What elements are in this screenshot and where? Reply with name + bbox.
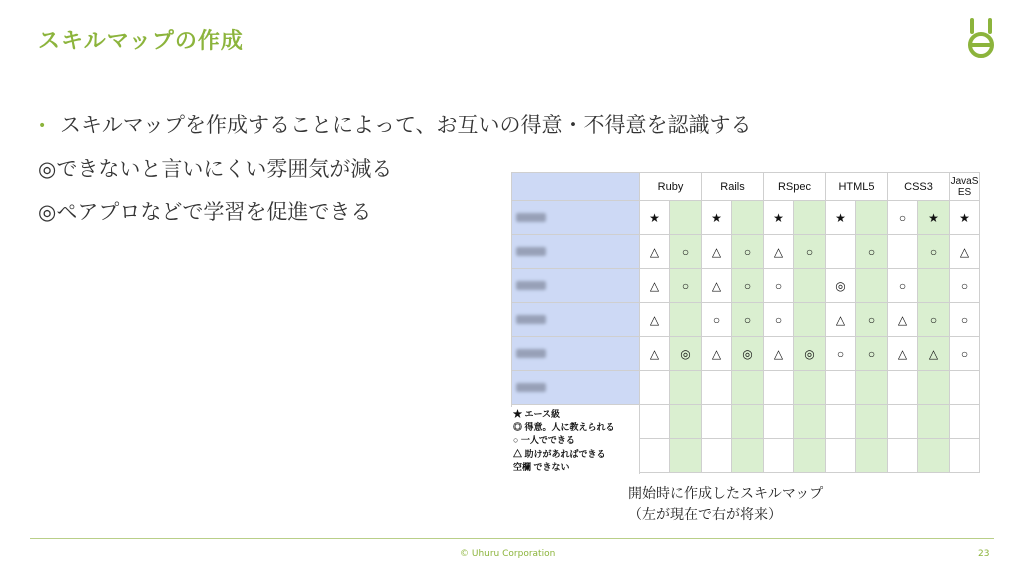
- current-skill-cell: ★: [640, 201, 670, 235]
- empty-cell: [732, 439, 764, 473]
- future-skill-cell: ○: [856, 337, 888, 371]
- empty-cell: [888, 405, 918, 439]
- future-skill-cell: [794, 371, 826, 405]
- header-rspec: RSpec: [764, 173, 826, 201]
- empty-cell: [732, 405, 764, 439]
- future-skill-cell: [670, 201, 702, 235]
- future-skill-cell: △: [918, 337, 950, 371]
- figure-caption: [628, 484, 823, 526]
- current-skill-cell: [888, 371, 918, 405]
- current-skill-cell: △: [702, 269, 732, 303]
- member-name-cell: [512, 371, 640, 405]
- legend-item: ◎ 得意。人に教えられる: [513, 422, 615, 433]
- bullet-marker: •: [38, 117, 47, 134]
- current-skill-cell: △: [826, 303, 856, 337]
- legend: [513, 408, 615, 474]
- legend-item: △ 助けがあればできる: [513, 448, 606, 459]
- current-skill-cell: △: [764, 235, 794, 269]
- future-skill-cell: [856, 269, 888, 303]
- future-skill-cell: ○: [918, 235, 950, 269]
- footer-divider: [30, 538, 994, 539]
- future-skill-cell: ○: [732, 303, 764, 337]
- table-row: [512, 201, 980, 235]
- slide-title: スキルマップの作成: [38, 29, 244, 54]
- current-skill-cell: ★: [950, 201, 980, 235]
- header-html5: HTML5: [826, 173, 888, 201]
- empty-cell: [794, 405, 826, 439]
- bullet-item: [38, 104, 752, 148]
- blurred-name: [516, 213, 546, 222]
- future-skill-cell: [670, 303, 702, 337]
- current-skill-cell: ○: [888, 269, 918, 303]
- table-header-row: [512, 173, 980, 201]
- future-skill-cell: ○: [856, 235, 888, 269]
- member-name-cell: [512, 235, 640, 269]
- current-skill-cell: △: [640, 269, 670, 303]
- future-skill-cell: ○: [670, 269, 702, 303]
- current-skill-cell: ○: [826, 337, 856, 371]
- blurred-name: [516, 281, 546, 290]
- future-skill-cell: ○: [732, 269, 764, 303]
- blurred-name: [516, 247, 546, 256]
- future-skill-cell: ◎: [794, 337, 826, 371]
- empty-cell: [670, 439, 702, 473]
- future-skill-cell: ○: [856, 303, 888, 337]
- empty-cell: [826, 405, 856, 439]
- member-name-cell: [512, 201, 640, 235]
- current-skill-cell: ★: [702, 201, 732, 235]
- bullet-text: ◎できないと言いにくい雰囲気が減る: [38, 156, 393, 181]
- blurred-name: [516, 383, 546, 392]
- future-skill-cell: [856, 201, 888, 235]
- future-skill-cell: ○: [918, 303, 950, 337]
- future-skill-cell: [794, 269, 826, 303]
- empty-cell: [888, 439, 918, 473]
- future-skill-cell: ◎: [670, 337, 702, 371]
- current-skill-cell: △: [702, 235, 732, 269]
- current-skill-cell: [702, 371, 732, 405]
- header-name-cell: [512, 173, 640, 201]
- current-skill-cell: △: [702, 337, 732, 371]
- future-skill-cell: [670, 371, 702, 405]
- blurred-name: [516, 349, 546, 358]
- empty-cell: [640, 439, 670, 473]
- header-css3: CSS3: [888, 173, 950, 201]
- caption-line: （左が現在で右が将来）: [628, 507, 782, 523]
- current-skill-cell: △: [950, 235, 980, 269]
- member-name-cell: [512, 303, 640, 337]
- current-skill-cell: ○: [764, 269, 794, 303]
- empty-cell: [856, 405, 888, 439]
- blurred-name: [516, 315, 546, 324]
- future-skill-cell: [732, 201, 764, 235]
- current-skill-cell: △: [888, 337, 918, 371]
- legend-item: ★ エース級: [513, 409, 561, 419]
- empty-cell: [702, 405, 732, 439]
- copyright: © Uhuru Corporation: [460, 549, 556, 559]
- empty-cell: [918, 439, 950, 473]
- current-skill-cell: ○: [888, 201, 918, 235]
- future-skill-cell: [856, 371, 888, 405]
- table-row: [512, 235, 980, 269]
- current-skill-cell: [826, 235, 856, 269]
- current-skill-cell: ◎: [826, 269, 856, 303]
- header-rails: Rails: [702, 173, 764, 201]
- member-name-cell: [512, 269, 640, 303]
- current-skill-cell: [950, 371, 980, 405]
- header-ruby: Ruby: [640, 173, 702, 201]
- current-skill-cell: △: [764, 337, 794, 371]
- bullet-text: ◎ペアプロなどで学習を促進できる: [38, 199, 372, 224]
- empty-cell: [764, 405, 794, 439]
- current-skill-cell: ★: [764, 201, 794, 235]
- current-skill-cell: ★: [826, 201, 856, 235]
- empty-cell: [670, 405, 702, 439]
- empty-cell: [950, 405, 980, 439]
- future-skill-cell: [732, 371, 764, 405]
- header-javascript: JavaS ES: [950, 173, 980, 201]
- page-number: 23: [978, 549, 990, 559]
- current-skill-cell: ○: [950, 337, 980, 371]
- table-row: [512, 337, 980, 371]
- future-skill-cell: ○: [670, 235, 702, 269]
- empty-cell: [918, 405, 950, 439]
- current-skill-cell: △: [640, 235, 670, 269]
- current-skill-cell: △: [640, 337, 670, 371]
- legend-item: ○ 一人でできる: [513, 435, 575, 446]
- bullet-text: スキルマップを作成することによって、お互いの得意・不得意を認識する: [60, 113, 752, 137]
- current-skill-cell: △: [888, 303, 918, 337]
- caption-line: 開始時に作成したスキルマップ: [628, 486, 824, 502]
- table-row: [512, 371, 980, 405]
- empty-cell: [702, 439, 732, 473]
- empty-cell: [950, 439, 980, 473]
- current-skill-cell: ○: [702, 303, 732, 337]
- uhuru-logo-icon: [966, 18, 996, 58]
- current-skill-cell: ○: [950, 303, 980, 337]
- member-name-cell: [512, 337, 640, 371]
- table-row: [512, 269, 980, 303]
- empty-cell: [794, 439, 826, 473]
- future-skill-cell: [794, 201, 826, 235]
- current-skill-cell: [826, 371, 856, 405]
- future-skill-cell: ★: [918, 201, 950, 235]
- future-skill-cell: ◎: [732, 337, 764, 371]
- future-skill-cell: [794, 303, 826, 337]
- empty-cell: [826, 439, 856, 473]
- current-skill-cell: ○: [764, 303, 794, 337]
- empty-cell: [640, 405, 670, 439]
- skill-map-screenshot: [511, 172, 984, 474]
- empty-cell: [764, 439, 794, 473]
- empty-cell: [856, 439, 888, 473]
- current-skill-cell: [640, 371, 670, 405]
- current-skill-cell: ○: [950, 269, 980, 303]
- future-skill-cell: [918, 371, 950, 405]
- legend-item: 空欄 できない: [513, 461, 570, 472]
- current-skill-cell: [888, 235, 918, 269]
- future-skill-cell: ○: [794, 235, 826, 269]
- table-row: [512, 303, 980, 337]
- current-skill-cell: [764, 371, 794, 405]
- future-skill-cell: ○: [732, 235, 764, 269]
- current-skill-cell: △: [640, 303, 670, 337]
- future-skill-cell: [918, 269, 950, 303]
